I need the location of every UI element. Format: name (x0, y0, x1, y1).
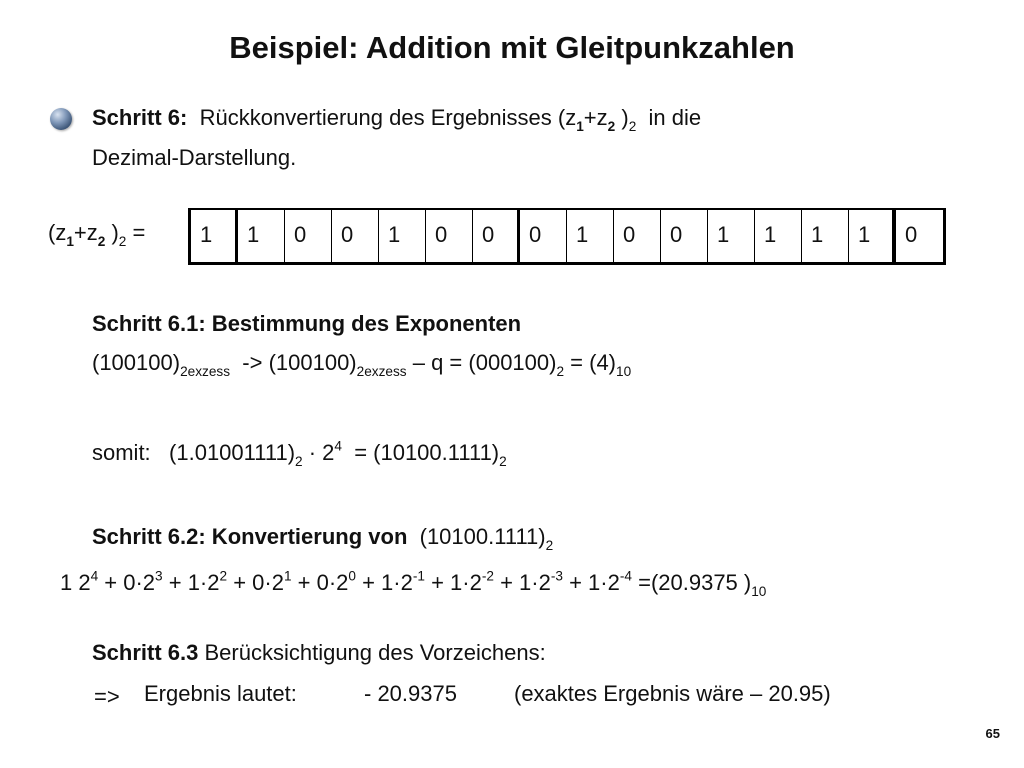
exp-sup: -3 (550, 568, 563, 584)
step61-c-sub: 2 (556, 364, 565, 380)
bullet-icon (50, 108, 72, 130)
bit-cell: 0 (473, 210, 520, 262)
exp-term: + 0·2 (227, 570, 284, 595)
step61-d-sub: 10 (616, 364, 632, 380)
step62-heading: Schritt 6.2: Konvertierung von (92, 524, 408, 549)
exp-sup: 2 (219, 568, 228, 584)
register-eq: = (126, 220, 146, 245)
step62-value: (10100.1111) (419, 524, 546, 549)
step6-label: Schritt 6: (92, 105, 188, 130)
exp-term: + 1·2 (562, 570, 620, 595)
exp-sup: -4 (619, 568, 632, 584)
exp-result-sub: 10 (751, 584, 767, 600)
step6-line2: Dezimal-Darstellung. (92, 145, 297, 170)
register-sub3: 2 (118, 234, 127, 250)
exp-sup: -1 (412, 568, 425, 584)
expansion-line (60, 568, 767, 600)
step61-a: (100100) (92, 350, 181, 375)
register-sub2: 2 (97, 234, 106, 250)
step6-plus: +z (583, 105, 608, 130)
step63-heading: Schritt 6.3 (92, 640, 199, 665)
page-number: 65 (985, 726, 1000, 741)
slide-title: Beispiel: Addition mit Gleitpunkzahlen (229, 30, 795, 65)
exp-result: =(20.9375 ) (631, 570, 752, 595)
bit-cell: 0 (285, 210, 332, 262)
somit-line (92, 438, 507, 470)
exp-term: + 0·2 (98, 570, 156, 595)
step6-sub1: 1 (576, 119, 584, 135)
somit-a: (1.01001111) (169, 440, 296, 465)
result-label: Ergebnis lautet: (144, 681, 297, 706)
register-label (48, 220, 146, 250)
bit-cell: 1 (708, 210, 755, 262)
step61-b: -> (100100) (230, 350, 357, 375)
result-arrow: => (94, 684, 120, 709)
somit-b: · 2 (302, 440, 335, 465)
bit-cell: 1 (379, 210, 426, 262)
somit-c-sub: 2 (499, 454, 507, 470)
bit-cell: 1 (238, 210, 285, 262)
somit-a-sub: 2 (295, 454, 303, 470)
exp-term: + 1·2 (493, 570, 551, 595)
step61-b-sub: 2exzess (356, 364, 407, 380)
exp-term: + 1·2 (162, 570, 220, 595)
step61-d: = (4) (564, 350, 617, 375)
bit-cell: 1 (849, 210, 896, 262)
bit-cell: 0 (661, 210, 708, 262)
exp-term: + 1·2 (424, 570, 482, 595)
exp-sup: 4 (90, 568, 99, 584)
step6-text: Rückkonvertierung des Ergebnisses (z (199, 105, 577, 130)
step6-sub3: 2 (628, 119, 637, 135)
register-close: ) (105, 220, 119, 245)
somit-label: somit: (92, 440, 151, 465)
step6-sub2: 2 (607, 119, 616, 135)
exp-sup: 1 (283, 568, 292, 584)
bit-cell: 0 (905, 222, 918, 247)
exp-term: + 1·2 (355, 570, 413, 595)
bit-cell: 0 (520, 210, 567, 262)
step61-a-sub: 2exzess (180, 364, 231, 380)
step62-value-sub: 2 (545, 538, 554, 554)
step61-c: – q = (000100) (406, 350, 557, 375)
bit-register (188, 208, 946, 265)
register-sub1: 1 (66, 234, 74, 250)
register-open: (z (48, 220, 67, 245)
step61-heading: Schritt 6.1: Bestimmung des Exponenten (92, 311, 522, 336)
bit-cell: 1 (802, 210, 849, 262)
exp-sup: 3 (155, 568, 163, 584)
exp-sup: 0 (348, 568, 356, 584)
bit-cell: 1 (567, 210, 614, 262)
register-plus: +z (73, 220, 98, 245)
somit-c: = (10100.1111) (341, 440, 500, 465)
step63-text: Berücksichtigung des Vorzeichens: (198, 640, 546, 665)
step62-line (92, 524, 554, 554)
step6-text2: in die (636, 105, 702, 130)
exp-sup: -2 (481, 568, 494, 584)
bit-cell: 0 (614, 210, 661, 262)
exp-term: 1 2 (60, 570, 91, 595)
bit-cell: 1 (755, 210, 802, 262)
exp-term: + 0·2 (291, 570, 349, 595)
step61-formula (92, 350, 632, 380)
result-exact: (exaktes Ergebnis wäre – 20.95) (514, 681, 831, 706)
step6-close: ) (615, 105, 629, 130)
result-value: - 20.9375 (364, 681, 457, 706)
step63-line (92, 640, 546, 666)
somit-b-sup: 4 (334, 438, 342, 454)
bit-cell: 0 (332, 210, 379, 262)
bit-cell: 1 (191, 210, 238, 262)
step6-line1 (92, 105, 702, 135)
bit-cell: 0 (426, 210, 473, 262)
